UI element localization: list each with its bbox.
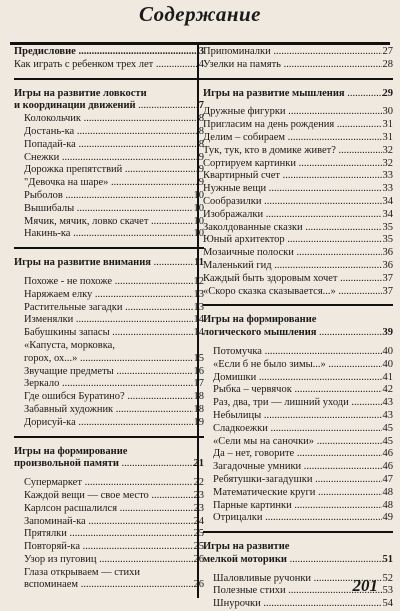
toc-entry	[14, 302, 204, 315]
toc-entry	[203, 46, 393, 59]
toc-entry	[203, 448, 393, 461]
entry-title: Вышибалы .....	[24, 203, 193, 216]
entry-page: 23	[193, 502, 204, 514]
entry-page: 45	[382, 422, 393, 434]
toc-entry	[14, 579, 204, 592]
entry-page: 36	[382, 259, 393, 271]
section-heading-row	[203, 554, 393, 567]
entry-title: Узелки на память .....	[203, 59, 382, 72]
entry-page: 10	[193, 215, 204, 227]
entry-page: 14	[193, 314, 204, 326]
section-heading: мелкой моторики .....	[203, 554, 383, 567]
entry-page: 30	[382, 106, 393, 118]
entry-title: «Скоро сказка сказывается...» .....	[203, 286, 382, 299]
entry-page: 46	[382, 448, 393, 460]
toc-entry	[14, 528, 204, 541]
entry-title: Тук, тук, кто в домике живет? .....	[203, 145, 382, 158]
entry-page: 8	[198, 138, 204, 150]
entry-page: 22	[193, 477, 204, 489]
toc-entry	[14, 177, 204, 190]
toc-entry	[14, 503, 204, 516]
section-heading: Игры на формирование	[203, 314, 317, 326]
entry-page: 9	[198, 177, 204, 189]
entry-page: 18	[193, 391, 204, 403]
toc-section	[14, 247, 204, 429]
entry-title: Дорисуй-ка .....	[24, 417, 193, 430]
toc-section	[14, 46, 204, 72]
entry-title: Сообразилки .....	[203, 196, 382, 209]
entry-title: Прятялки .....	[24, 528, 193, 541]
toc-entry	[14, 314, 204, 327]
entry-title-line: Глаза открываем — стихи	[24, 566, 140, 578]
toc-entry	[14, 378, 204, 391]
entry-title: Предисловие .....	[14, 46, 198, 59]
entry-page: 15	[193, 352, 204, 364]
entry-page: 26	[193, 579, 204, 591]
section-heading-row	[203, 327, 393, 340]
toc-entry	[14, 139, 204, 152]
toc-entry	[203, 423, 393, 436]
entry-title: Снежки .....	[24, 152, 198, 165]
page-title: Содержание	[139, 2, 261, 26]
toc-entry	[14, 516, 204, 529]
entry-title: Полезные стихи .....	[213, 585, 382, 598]
entry-page: 8	[198, 113, 204, 125]
toc-entry	[14, 59, 204, 72]
section-page: 51	[382, 553, 393, 565]
entry-title: Рыбка – червячок .....	[213, 384, 382, 397]
section-page: 29	[382, 87, 393, 99]
entry-title: Дорожка препятствий .....	[24, 164, 198, 177]
entry-title: Квартирный счет .....	[203, 170, 382, 183]
entry-title: Похоже - не похоже .....	[24, 276, 193, 289]
entry-page: 14	[193, 327, 204, 339]
toc-entry	[203, 397, 393, 410]
entry-title: Мозаичные полоски .....	[203, 247, 382, 260]
toc-entry	[203, 260, 393, 273]
toc-entry	[14, 46, 204, 59]
entry-title: Наряжаем елку .....	[24, 289, 193, 302]
entry-title: Звучащие предметы .....	[24, 366, 193, 379]
entry-page: 42	[382, 384, 393, 396]
entry-title: Каждой вещи — свое место .....	[24, 490, 193, 503]
toc-entry	[203, 410, 393, 423]
toc-entry	[14, 216, 204, 229]
entry-title: Отрицалки .....	[213, 512, 382, 525]
entry-title: Забавный художник .....	[24, 404, 193, 417]
toc-section	[14, 78, 204, 242]
entry-page: 35	[382, 234, 393, 246]
section-page: 39	[382, 327, 393, 339]
entry-page: 48	[382, 486, 393, 498]
section-heading: Игры на развитие	[203, 541, 290, 553]
entry-page: 33	[382, 183, 393, 195]
toc-entry	[14, 391, 204, 404]
entry-title: Раз, два, три — лишний уходи .....	[213, 397, 382, 410]
entry-page: 24	[193, 515, 204, 527]
toc-entry	[203, 487, 393, 500]
entry-title: Шаловливые ручонки .....	[213, 573, 382, 586]
entry-title: Шнурочки .....	[213, 598, 382, 611]
entry-page: 31	[382, 119, 393, 131]
toc-entry	[203, 461, 393, 474]
entry-page: 32	[382, 144, 393, 156]
entry-title: Небылицы .....	[213, 410, 382, 423]
section-heading: логического мышления .....	[203, 327, 383, 340]
toc-entry	[14, 554, 204, 567]
entry-page: 19	[193, 416, 204, 428]
toc-entry	[14, 327, 204, 340]
entry-page: 25	[193, 541, 204, 553]
section-page: 11	[194, 257, 204, 269]
section-heading-row	[203, 88, 393, 101]
toc-entry	[203, 222, 393, 235]
toc-entry	[203, 234, 393, 247]
entry-page: 17	[193, 378, 204, 390]
entry-page: 12	[193, 275, 204, 287]
entry-title: Домишки .....	[213, 372, 382, 385]
toc-entry	[14, 203, 204, 216]
section-heading: Игры на развитие внимания .....	[14, 257, 194, 270]
entry-page: 28	[382, 58, 393, 70]
entry-title: Супермаркет .....	[24, 477, 193, 490]
entry-title-line: «Капуста, морковка,	[24, 339, 115, 351]
toc-entry	[14, 541, 204, 554]
toc-entry	[203, 106, 393, 119]
entry-page: 18	[193, 403, 204, 415]
toc-entry	[14, 228, 204, 241]
section-heading-row	[14, 257, 204, 270]
toc-entry	[203, 132, 393, 145]
entry-title: Накинь-ка .....	[24, 228, 193, 241]
section-heading: произвольной памяти .....	[14, 458, 194, 471]
entry-title: Дружные фигурки .....	[203, 106, 382, 119]
entry-title: Потомучка .....	[213, 346, 382, 359]
toc-entry	[203, 247, 393, 260]
entry-title: Каждый быть здоровым хочет .....	[203, 273, 382, 286]
section-heading: и координации движений .....	[14, 100, 199, 113]
entry-page: 4	[198, 58, 204, 70]
entry-page: 26	[193, 553, 204, 565]
entry-page: 53	[382, 585, 393, 597]
entry-page: 33	[382, 170, 393, 182]
entry-title: Изменялки .....	[24, 314, 193, 327]
entry-title: Достань-ка .....	[24, 126, 198, 139]
entry-page: 35	[382, 221, 393, 233]
entry-title: Маленький гид .....	[203, 260, 382, 273]
entry-page: 34	[382, 208, 393, 220]
toc-entry	[203, 183, 393, 196]
toc-section	[203, 304, 393, 525]
toc-entry	[14, 366, 204, 379]
section-heading: Игры на развитие мышления .....	[203, 88, 383, 101]
entry-title: Припоминалки .....	[203, 46, 382, 59]
section-heading: Игры на развитие ловкости	[14, 87, 147, 99]
toc-entry	[14, 164, 204, 177]
section-heading-row	[14, 100, 204, 113]
entry-page: 23	[193, 489, 204, 501]
toc-entry	[203, 158, 393, 171]
toc-entry	[14, 276, 204, 289]
toc-entry	[14, 404, 204, 417]
page-number: 201	[352, 576, 378, 595]
entry-page: 47	[382, 473, 393, 485]
entry-title: Зеркало .....	[24, 378, 193, 391]
entry-title: Бабушкины запасы .....	[24, 327, 193, 340]
entry-title: Загадочные умники .....	[213, 461, 382, 474]
entry-title: Нужные вещи .....	[203, 183, 382, 196]
entry-page: 40	[382, 358, 393, 370]
entry-title: Запоминай-ка .....	[24, 516, 193, 529]
toc-entry	[203, 436, 393, 449]
section-page: 21	[193, 458, 204, 470]
toc-entry	[203, 273, 393, 286]
toc-entry	[14, 113, 204, 126]
entry-page: 48	[382, 499, 393, 511]
entry-page: 43	[382, 397, 393, 409]
entry-title: Делим – собираем .....	[203, 132, 382, 145]
toc-entry	[203, 145, 393, 158]
entry-page: 54	[382, 598, 393, 610]
entry-title: Изображалки .....	[203, 209, 382, 222]
entry-title: Парные картинки .....	[213, 500, 382, 513]
entry-title: "Девочка на шаре» .....	[24, 177, 198, 190]
entry-page: 3	[198, 46, 204, 57]
entry-page: 37	[382, 272, 393, 284]
entry-title: Заколдованные сказки .....	[203, 222, 382, 235]
toc-entry	[203, 119, 393, 132]
toc-section	[203, 78, 393, 299]
entry-title: Сортируем картинки .....	[203, 158, 382, 171]
toc-entry	[203, 500, 393, 513]
entry-page: 37	[382, 285, 393, 297]
toc-entry	[14, 126, 204, 139]
entry-title: Да – нет, говорите .....	[213, 448, 382, 461]
toc-entry	[14, 152, 204, 165]
toc-entry	[203, 598, 393, 611]
toc-entry	[203, 359, 393, 372]
section-heading: Игры на формирование	[14, 445, 128, 457]
toc-entry	[203, 346, 393, 359]
entry-page: 45	[382, 435, 393, 447]
entry-title: Математические круги .....	[213, 487, 382, 500]
toc-entry	[14, 477, 204, 490]
toc-entry	[14, 190, 204, 203]
entry-title: Растительные загадки .....	[24, 302, 193, 315]
right-column	[203, 46, 393, 611]
entry-title: Сладкоежки .....	[213, 423, 382, 436]
toc-entry	[203, 196, 393, 209]
toc-entry	[14, 490, 204, 503]
entry-title: Пригласим на день рождения .....	[203, 119, 382, 132]
entry-page: 13	[193, 288, 204, 300]
entry-page: 43	[382, 409, 393, 421]
entry-page: 32	[382, 157, 393, 169]
entry-page: 46	[382, 461, 393, 473]
toc-entry	[203, 209, 393, 222]
toc-entry	[203, 384, 393, 397]
entry-title: горох, ох...» .....	[24, 353, 193, 366]
entry-title: Ребятушки-загадушки .....	[213, 474, 382, 487]
toc-entry	[203, 512, 393, 525]
entry-title: Как играть с ребенком трех лет .....	[14, 59, 198, 72]
entry-title: Узор из пуговиц .....	[24, 554, 193, 567]
entry-title: Карлсон расшалился .....	[24, 503, 193, 516]
entry-page: 9	[198, 164, 204, 176]
entry-page: 16	[193, 365, 204, 377]
entry-page: 41	[382, 371, 393, 383]
top-divider	[10, 42, 390, 45]
entry-page: 8	[198, 125, 204, 137]
toc-entry	[14, 289, 204, 302]
toc-entry	[203, 286, 393, 299]
entry-title: Юный архитектор .....	[203, 234, 382, 247]
toc-entry	[203, 170, 393, 183]
section-page: 7	[198, 100, 204, 112]
entry-title: Колокольчик .....	[24, 113, 198, 126]
entry-title: вспоминаем .....	[24, 579, 193, 592]
entry-title: Попадай-ка .....	[24, 139, 198, 152]
entry-title: Мячик, мячик, ловко скачет .....	[24, 216, 193, 229]
entry-page: 25	[193, 528, 204, 540]
section-heading-row	[14, 458, 204, 471]
entry-page: 27	[382, 46, 393, 57]
toc-section	[203, 531, 393, 611]
entry-title: Где ошибся Буратино? .....	[24, 391, 193, 404]
toc-entry	[203, 59, 393, 72]
entry-title: «Если б не было зимы...» .....	[213, 359, 382, 372]
entry-page: 31	[382, 131, 393, 143]
entry-page: 49	[382, 512, 393, 524]
toc-section	[14, 436, 204, 593]
entry-page: 36	[382, 247, 393, 259]
entry-page: 52	[382, 572, 393, 584]
entry-page: 34	[382, 195, 393, 207]
entry-page: 9	[198, 151, 204, 163]
entry-title: Рыболов .....	[24, 190, 193, 203]
toc-entry	[203, 372, 393, 385]
toc-entry	[14, 417, 204, 430]
toc-entry	[14, 353, 204, 366]
entry-page: 10	[193, 189, 204, 201]
toc-section	[203, 46, 393, 72]
entry-page: 13	[193, 301, 204, 313]
entry-page: 40	[382, 345, 393, 357]
entry-page: 10	[193, 202, 204, 214]
entry-title: «Сели мы на саночки» .....	[213, 436, 382, 449]
entry-page: 10	[193, 228, 204, 240]
toc-entry	[203, 474, 393, 487]
entry-title: Повторяй-ка .....	[24, 541, 193, 554]
left-column	[14, 46, 204, 592]
